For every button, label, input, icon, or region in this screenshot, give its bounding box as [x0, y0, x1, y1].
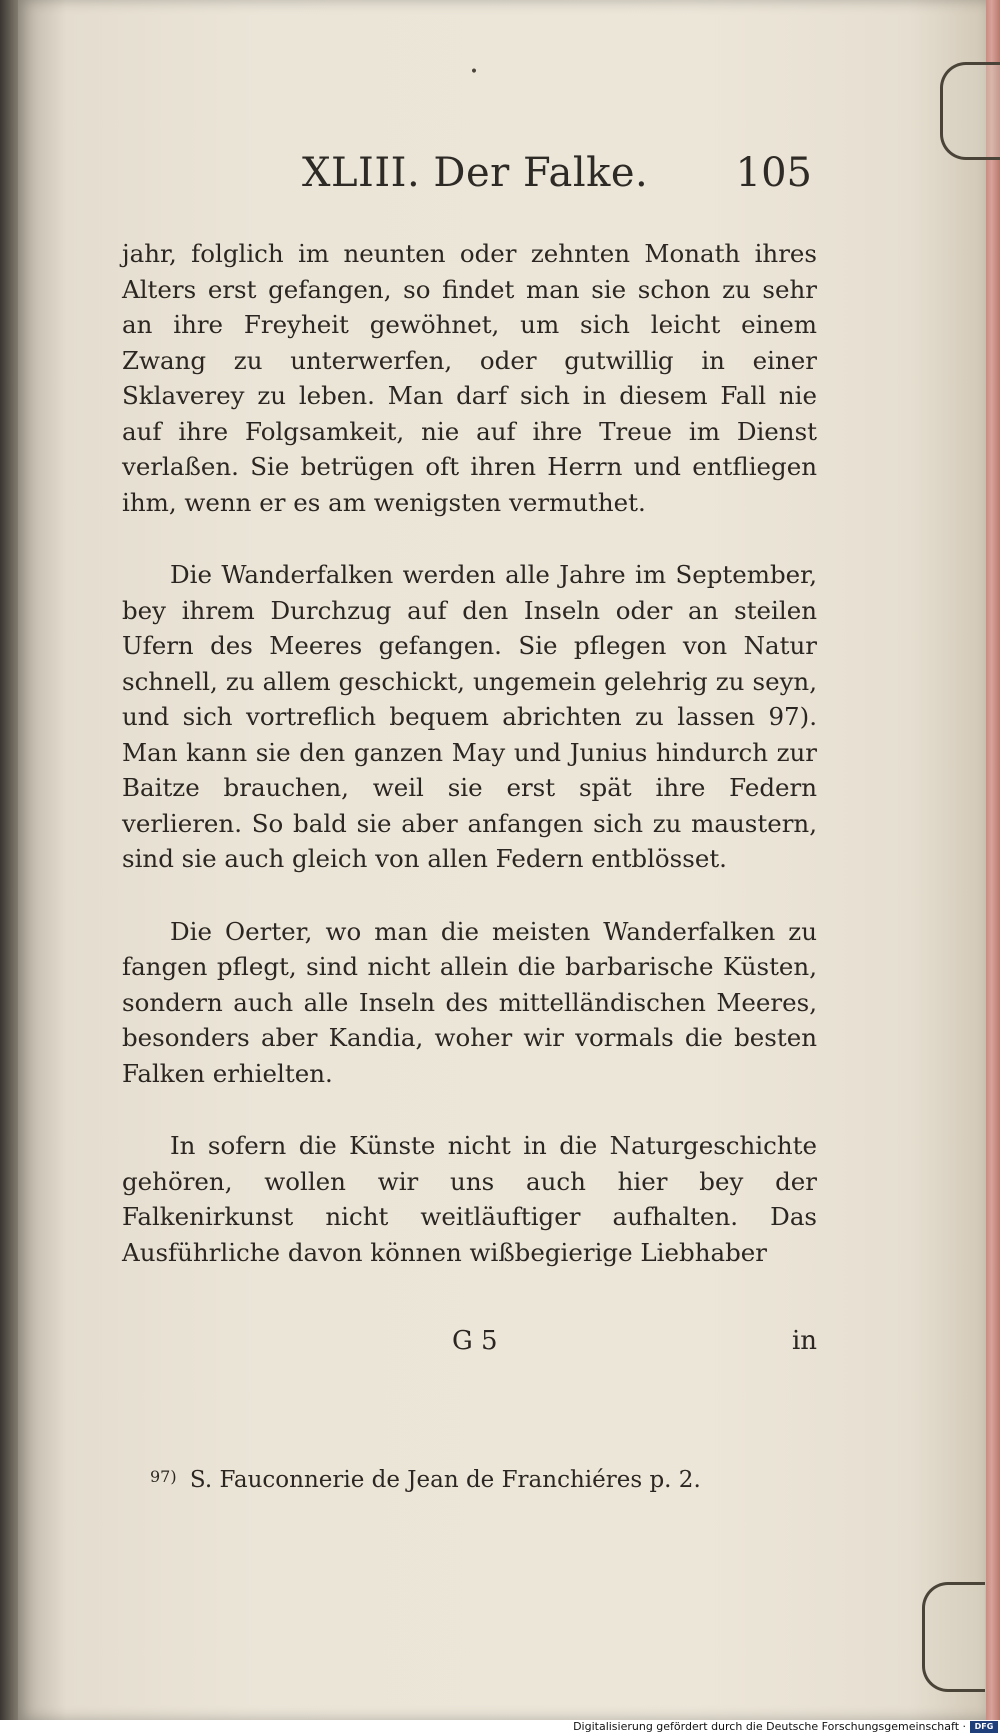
- footnote-text: S. Fauconnerie de Jean de Franchiéres p. 2.: [189, 1467, 701, 1493]
- paragraph-1: jahr, folglich im neunten oder zehnten Monath ihres Alters erst gefangen, so findet man sie schon zu sehr an ihre Freyheit gewöhnet, um sich leicht einem Zwang zu unterwerfen, oder gutwillig in einer Sklaverey zu leben. Man darf sich in diesem Fall nie auf ihre Folgsamkeit, nie auf ihre Treue im Dienst verlaßen. Sie betrügen oft ihren Herrn und entfliegen ihm, wenn er es am wenigsten vermuthet.: [122, 239, 817, 517]
- signature-mark: G 5: [452, 1326, 498, 1356]
- page-number: 105: [735, 150, 812, 196]
- clasp-strap-top: [940, 62, 1000, 160]
- body-text: [122, 236, 817, 1270]
- paragraph-2: Die Wanderfalken werden alle Jahre im September, bey ihrem Durchzug auf den Inseln oder an steilen Ufern des Meeres gefangen. Sie pflegen von Natur schnell, zu allem geschickt, ungemein gelehrig zu seyn, und sich vortreflich bequem abrichten zu lassen 97). Man kann sie den ganzen May und Junius hindurch zur Baitze brauchen, weil sie erst spät ihre Federn verlieren. So bald sie aber anfangen sich zu maustern, sind sie auch gleich von allen Federn entblösset.: [122, 560, 817, 873]
- running-title: XLIII. Der Falke.: [302, 150, 649, 196]
- dfg-logo: DFG: [970, 1721, 998, 1733]
- clasp-strap-bottom: [922, 1582, 985, 1692]
- page-header: [122, 150, 812, 200]
- ornament-dot: •: [469, 64, 479, 80]
- page-fore-edge: [986, 0, 1000, 1720]
- digitization-credit-bar: [0, 1720, 1000, 1734]
- catchline: [122, 1326, 817, 1366]
- paragraph-4: In sofern die Künste nicht in die Naturgeschichte gehören, wollen wir uns auch hier bey der Falkenirkunst nicht weitläuftiger aufhalten. Das Ausführliche davon können wißbegierige Liebhaber: [122, 1131, 817, 1267]
- catchword: in: [791, 1326, 817, 1356]
- credit-text: Digitalisierung gefördert durch die Deutsche Forschungsgemeinschaft ·: [573, 1720, 966, 1733]
- footnote: [150, 1467, 830, 1493]
- paragraph-3: Die Oerter, wo man die meisten Wanderfalken zu fangen pflegt, sind nicht allein die barbarische Küsten, sondern auch alle Inseln des mittelländischen Meeres, besonders aber Kandia, woher wir vormals die besten Falken erhielten.: [122, 916, 817, 1088]
- footnote-mark: 97): [150, 1467, 177, 1486]
